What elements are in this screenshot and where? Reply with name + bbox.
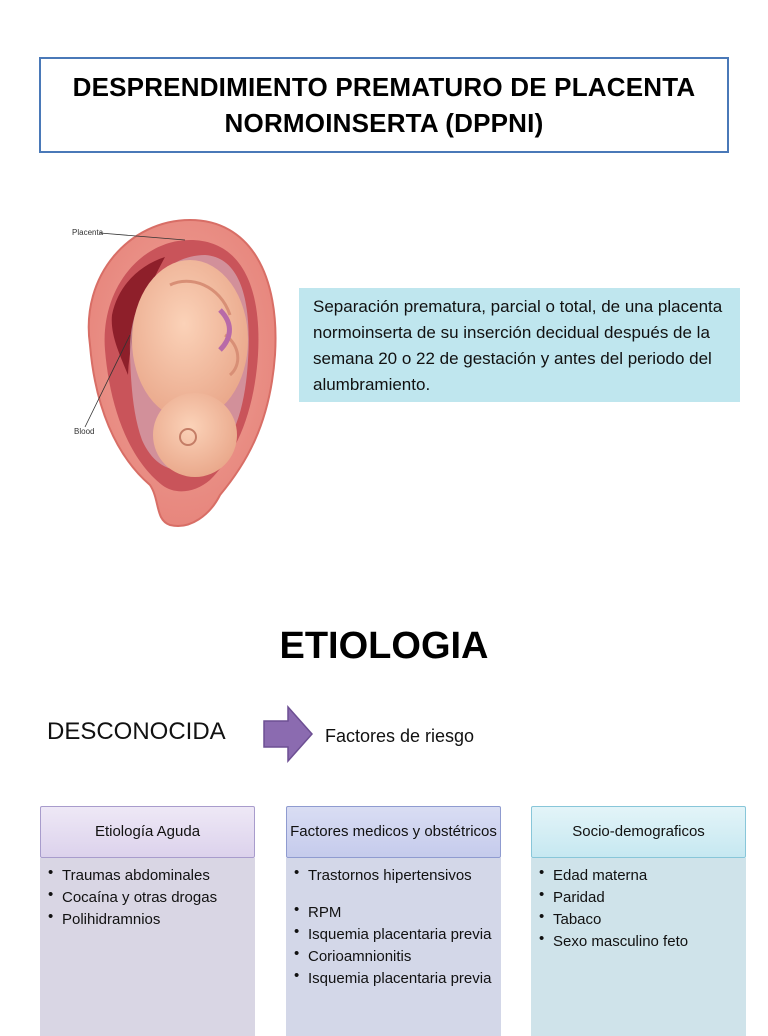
- definition-text: Separación prematura, parcial o total, de una placenta normoinserta de su inserción decidual después de la semana 20 o 22 de gestación y antes del periodo del alumbramiento.: [313, 297, 723, 394]
- risk-factors-label: Factores de riesgo: [325, 726, 475, 746]
- list-item: • Edad materna: [539, 866, 740, 885]
- list-item: • Paridad: [539, 888, 740, 907]
- placenta-label: Placenta: [72, 228, 104, 237]
- list-item: • Corioamnionitis: [294, 947, 495, 966]
- column-body: [286, 858, 501, 1036]
- list-item: • RPM: [294, 903, 495, 922]
- page-title: DESPRENDIMIENTO PREMATURO DE PLACENTA NORMOINSERTA (DPPNI): [72, 72, 696, 138]
- column-body: [40, 858, 255, 1036]
- list-item: • Traumas abdominales: [48, 866, 249, 885]
- list-item: • Trastornos hipertensivos: [294, 866, 495, 885]
- column-medical-factors: [286, 806, 501, 1036]
- column-header: Socio-demograficos: [531, 806, 746, 858]
- list-item: • Isquemia placentaria previa: [294, 925, 495, 944]
- right-arrow-icon: [262, 705, 314, 763]
- blood-label: Blood: [74, 427, 95, 436]
- list-item: • Tabaco: [539, 910, 740, 929]
- list-item: • Sexo masculino feto: [539, 932, 740, 951]
- unknown-label: DESCONOCIDA: [47, 718, 226, 745]
- definition-box: [299, 288, 740, 402]
- list-item: • Polihidramnios: [48, 910, 249, 929]
- list-item: • Cocaína y otras drogas: [48, 888, 249, 907]
- column-acute-etiology: [40, 806, 255, 1036]
- column-socio-demographic: [531, 806, 746, 1036]
- title-box: [39, 57, 729, 153]
- list-item: • Isquemia placentaria previa: [294, 969, 495, 988]
- column-body: [531, 858, 746, 1036]
- column-header: Factores medicos y obstétricos: [286, 806, 501, 858]
- column-header: Etiología Aguda: [40, 806, 255, 858]
- pregnancy-illustration: [70, 215, 290, 535]
- section-heading: ETIOLOGIA: [279, 625, 489, 667]
